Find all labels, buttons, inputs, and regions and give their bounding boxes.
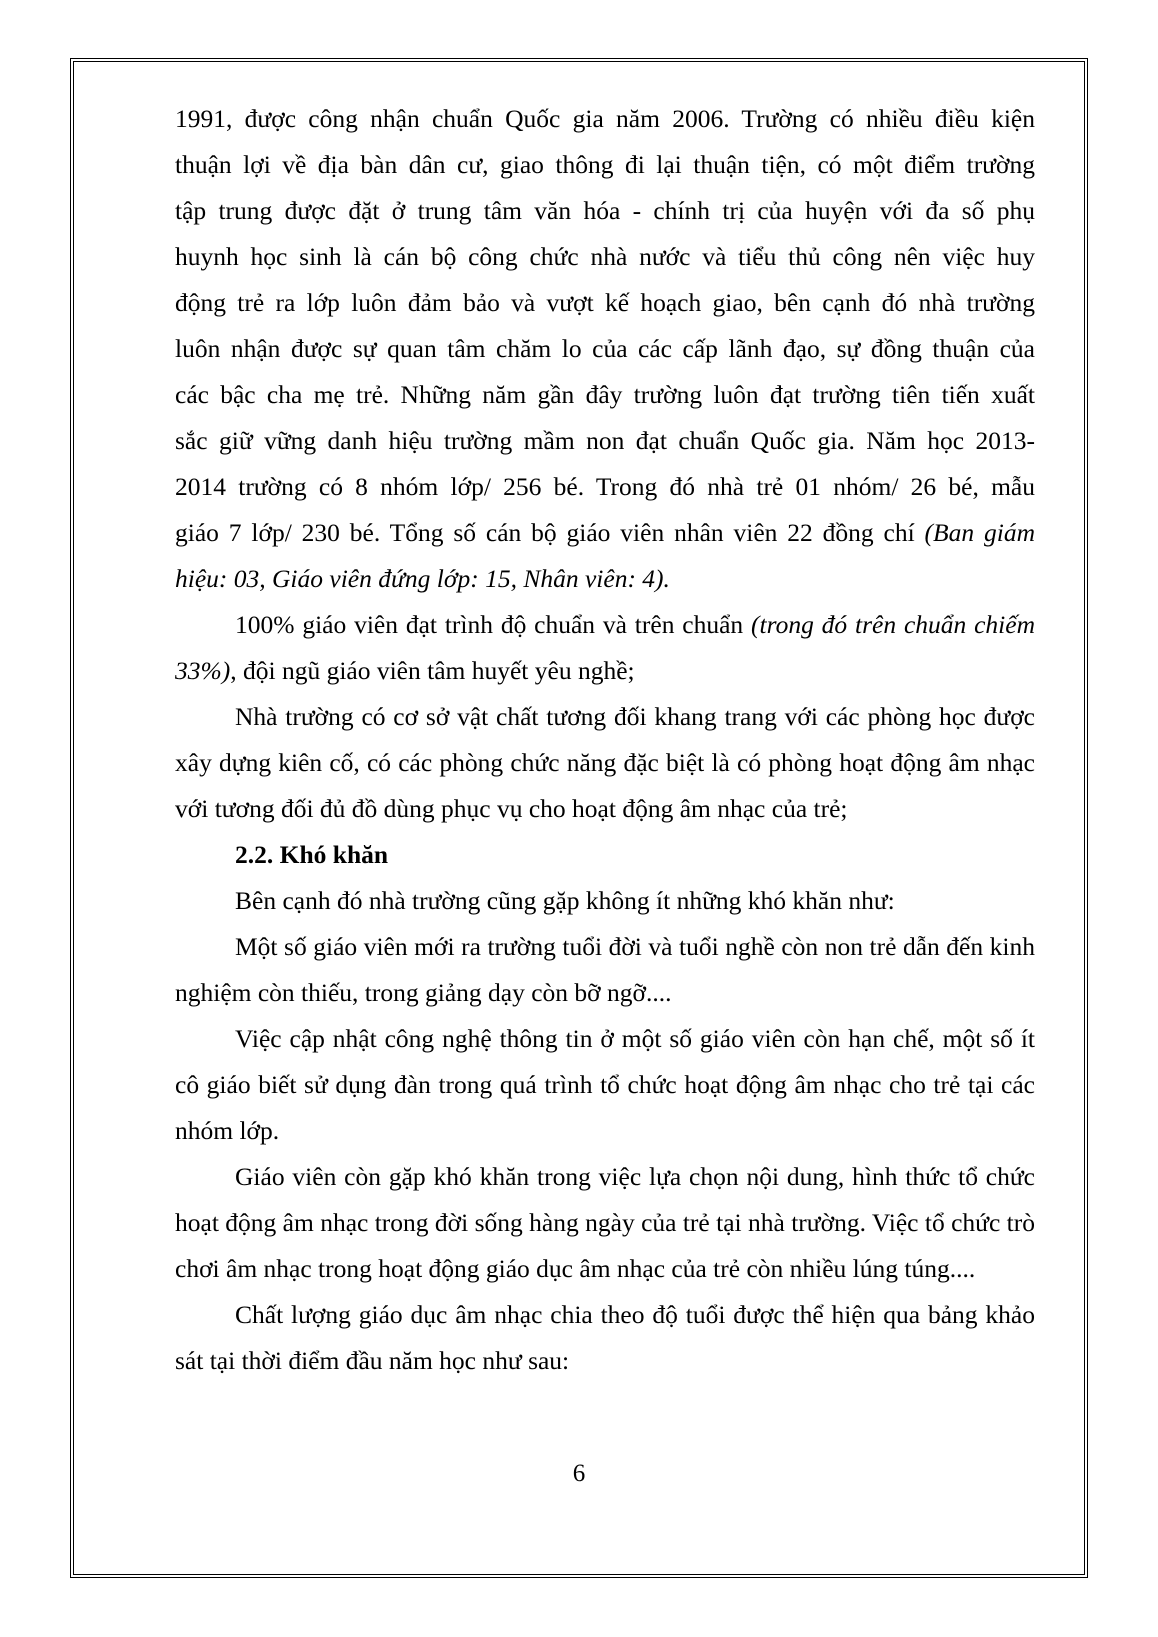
paragraph-survey-intro: Chất lượng giáo dục âm nhạc chia theo độ tuổi được thể hiện qua bảng khảo sát tại thời điểm đầu năm học như sau: — [175, 1300, 1035, 1375]
text-line: luôn nhận được sự quan tâm chăm lo của các cấp lãnh đạo, sự đồng thuận của — [175, 334, 1035, 363]
paragraph-facilities: Nhà trường có cơ sở vật chất tương đối khang trang với các phòng học được xây dựng kiên cố, có các phòng chức năng đặc biệt là có phòng hoạt động âm nhạc với tương đối đủ đồ dùng phục vụ cho hoạt động âm nhạc của trẻ; — [175, 702, 1035, 823]
paragraph-school-overview — [175, 96, 1035, 602]
text-line: thuận lợi về địa bàn dân cư, giao thông đi lại thuận tiện, có một điểm trường — [175, 150, 1035, 179]
text-line: sắc giữ vững danh hiệu trường mầm non đạt chuẩn Quốc gia. Năm học 2013- — [175, 426, 1035, 455]
text-normal: , đội ngũ giáo viên tâm huyết yêu nghề; — [230, 656, 635, 685]
text-line: động trẻ ra lớp luôn đảm bảo và vượt kế hoạch giao, bên cạnh đó nhà trường — [175, 288, 1035, 317]
page-number: 6 — [572, 1460, 586, 1487]
paragraph-teacher-qualification — [175, 602, 1035, 694]
paragraph-new-teachers: Một số giáo viên mới ra trường tuổi đời và tuổi nghề còn non trẻ dẫn đến kinh nghiệm còn thiếu, trong giảng dạy còn bỡ ngỡ.... — [175, 932, 1035, 1007]
text-line: các bậc cha mẹ trẻ. Những năm gần đây trường luôn đạt trường tiên tiến xuất — [175, 380, 1035, 409]
paragraph-it-skills: Việc cập nhật công nghệ thông tin ở một số giáo viên còn hạn chế, một số ít cô giáo biết sử dụng đàn trong quá trình tổ chức hoạt động âm nhạc cho trẻ tại các nhóm lớp. — [175, 1024, 1035, 1145]
text-normal: 100% giáo viên đạt trình độ chuẩn và trên chuẩn — [235, 610, 752, 639]
document-body — [175, 96, 1035, 1384]
text-line: 1991, được công nhận chuẩn Quốc gia năm 2006. Trường có nhiều điều kiện — [175, 104, 1035, 133]
paragraph-music-activities: Giáo viên còn gặp khó khăn trong việc lựa chọn nội dung, hình thức tổ chức hoạt động âm nhạc trong đời sống hàng ngày của trẻ tại nhà trường. Việc tổ chức trò chơi âm nhạc trong hoạt động giáo dục âm nhạc của trẻ còn nhiều lúng túng.... — [175, 1162, 1035, 1283]
text-line: huynh học sinh là cán bộ công chức nhà nước và tiểu thủ công nên việc huy — [175, 242, 1035, 271]
text-normal: giáo 7 lớp/ 230 bé. Tổng số cán bộ giáo viên nhân viên 22 đồng chí — [175, 518, 925, 547]
section-heading: 2.2. Khó khăn — [235, 840, 389, 869]
text-italic: (Ban giám — [924, 518, 1035, 547]
text-line: tập trung được đặt ở trung tâm văn hóa - chính trị của huyện với đa số phụ — [175, 196, 1035, 225]
text-italic: (trong đó trên chuẩn chiếm 33%) — [175, 610, 1035, 685]
text-line: hiệu: 03, Giáo viên đứng lớp: 15, Nhân viên: 4). — [175, 564, 670, 593]
paragraph-difficulties-intro: Bên cạnh đó nhà trường cũng gặp không ít những khó khăn như: — [235, 886, 895, 915]
text-line — [175, 510, 1035, 556]
text-line: 2014 trường có 8 nhóm lớp/ 256 bé. Trong đó nhà trẻ 01 nhóm/ 26 bé, mẫu — [175, 472, 1035, 501]
